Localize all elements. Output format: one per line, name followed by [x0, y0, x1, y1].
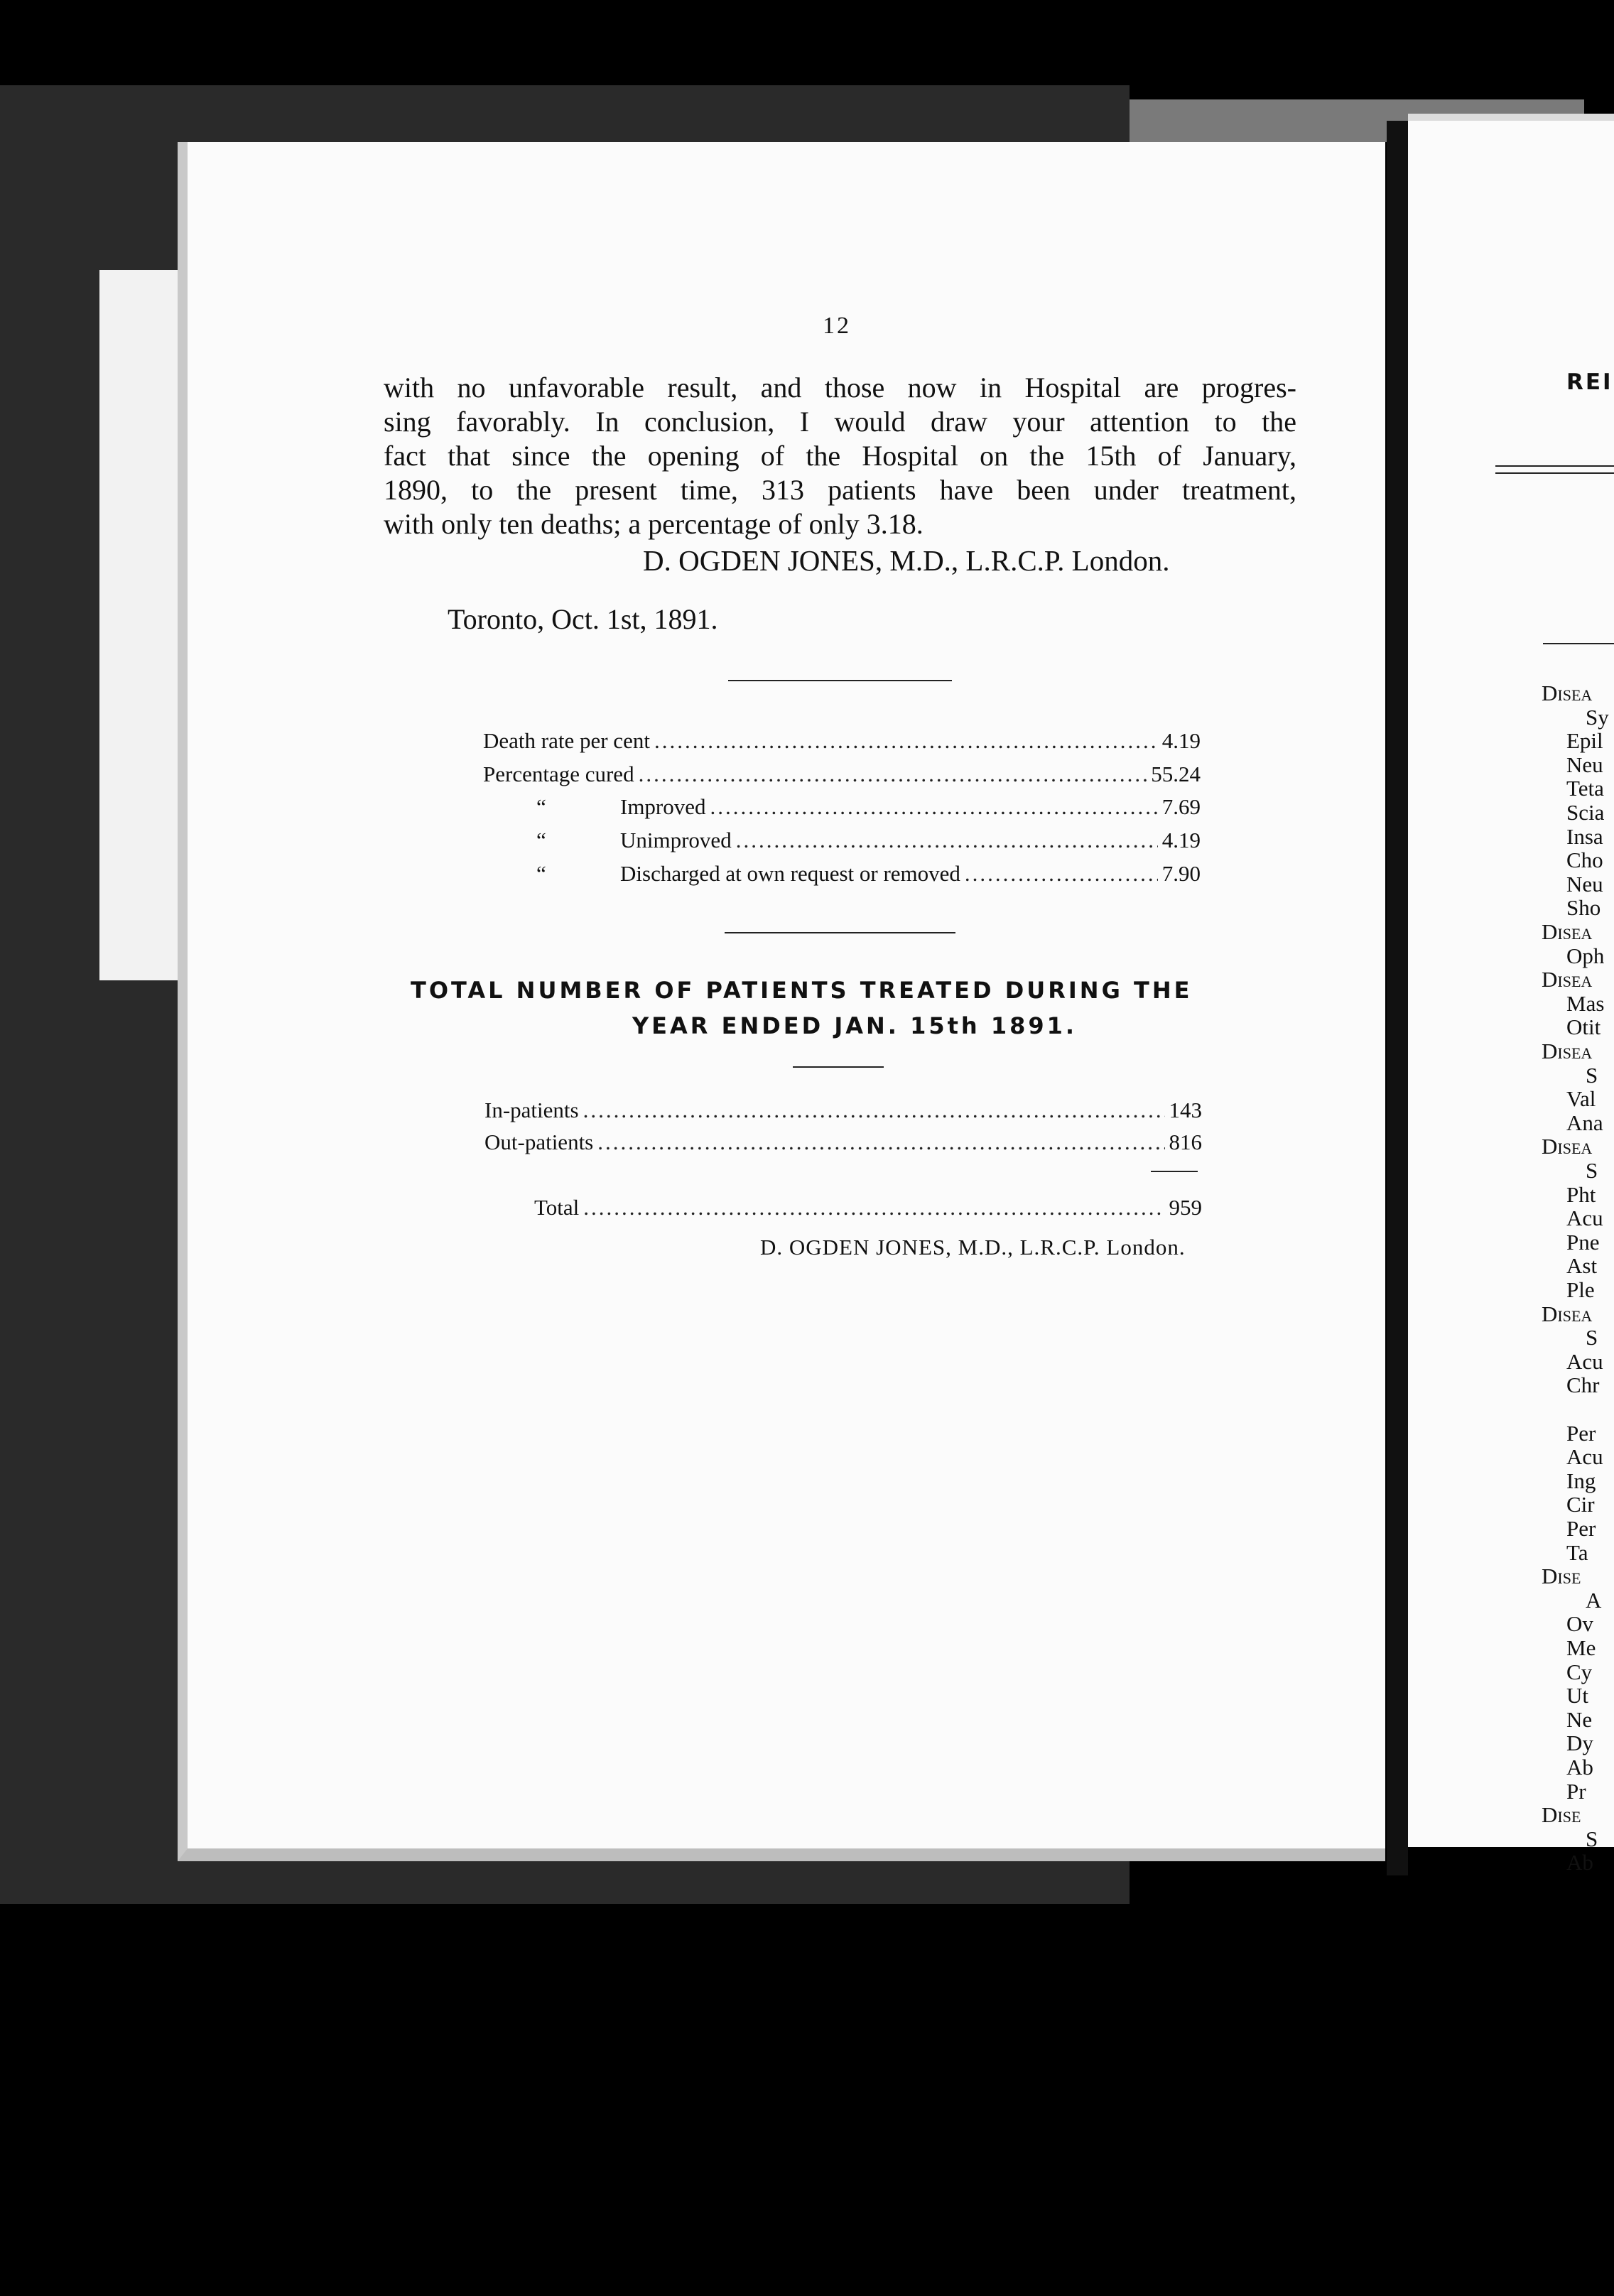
disease-item: Sy — [1586, 705, 1609, 730]
disease-item: Per — [1566, 1516, 1596, 1541]
disease-item: Otit — [1566, 1014, 1601, 1039]
disease-item: Ab — [1566, 1755, 1593, 1780]
disease-category: Dise — [1542, 1802, 1581, 1827]
page-number: 12 — [823, 313, 851, 339]
leader-dots — [965, 861, 1158, 887]
disease-item: Mas — [1566, 991, 1605, 1016]
leader-dots — [583, 1098, 1165, 1123]
disease-category: Disea — [1542, 967, 1593, 992]
paper-tab — [99, 270, 185, 980]
ditto-mark: “ — [536, 861, 546, 886]
grand-total-value: 959 — [1169, 1195, 1202, 1220]
disease-item: Acu — [1566, 1349, 1603, 1374]
disease-item: S — [1586, 1325, 1598, 1350]
stat-value: 7.90 — [1161, 861, 1201, 886]
disease-item: Ast — [1566, 1253, 1598, 1278]
disease-item: Acu — [1566, 1206, 1603, 1230]
disease-item: Acu — [1566, 1444, 1603, 1469]
disease-item: Ne — [1566, 1707, 1593, 1732]
paragraph-line: 1890, to the present time, 313 patients have been under treatment, — [384, 474, 1296, 506]
total-value: 816 — [1169, 1130, 1202, 1154]
totals-heading: YEAR ENDED JAN. 15th 1891. — [632, 1012, 1078, 1039]
disease-item: Neu — [1566, 872, 1603, 897]
disease-item: Oph — [1566, 943, 1605, 968]
disease-item: Cir — [1566, 1492, 1595, 1517]
book-gutter — [1387, 121, 1408, 1875]
double-rule — [1495, 472, 1614, 474]
disease-item: Ple — [1566, 1277, 1595, 1302]
disease-category: Disea — [1542, 1301, 1593, 1326]
heading-underline — [793, 1066, 884, 1068]
total-label: In-patients — [484, 1098, 579, 1122]
disease-item: Chr — [1566, 1372, 1600, 1397]
section-divider — [725, 932, 955, 933]
leader-dots — [597, 1130, 1164, 1155]
disease-item: Ta — [1566, 1540, 1588, 1565]
disease-item: Pr — [1566, 1779, 1586, 1804]
stat-label: Discharged at own request or removed — [620, 861, 960, 886]
disease-item: Ing — [1566, 1468, 1596, 1493]
stat-label: Death rate per cent — [483, 728, 650, 753]
disease-item: Epil — [1566, 728, 1603, 753]
disease-item: Val — [1566, 1086, 1596, 1111]
stat-row — [536, 828, 1201, 853]
disease-category: Disea — [1542, 919, 1593, 944]
disease-category: Disea — [1542, 1134, 1593, 1159]
stat-value: 4.19 — [1161, 728, 1201, 753]
disease-item: Ana — [1566, 1110, 1603, 1135]
disease-item: Cy — [1566, 1659, 1593, 1684]
stat-value: 4.19 — [1161, 828, 1201, 852]
total-row — [484, 1098, 1202, 1123]
total-row — [484, 1130, 1202, 1155]
double-rule — [1495, 465, 1614, 467]
disease-item: Neu — [1566, 752, 1603, 777]
leader-dots — [736, 828, 1158, 853]
stat-row — [483, 762, 1201, 787]
signature: D. OGDEN JONES, M.D., L.R.C.P. London. — [760, 1235, 1186, 1260]
disease-item: Ov — [1566, 1611, 1593, 1636]
totals-heading: TOTAL NUMBER OF PATIENTS TREATED DURING THE — [411, 977, 1193, 1004]
stat-value: 7.69 — [1161, 794, 1201, 819]
disease-item: Scia — [1566, 800, 1605, 825]
disease-item: Me — [1566, 1635, 1596, 1660]
disease-item: Insa — [1566, 824, 1603, 849]
leader-dots — [639, 762, 1147, 787]
right-page-heading: REI — [1566, 369, 1613, 395]
stat-value: 55.24 — [1151, 762, 1201, 786]
disease-item: Per — [1566, 1421, 1596, 1446]
paragraph-line: with no unfavorable result, and those now in Hospital are progres- — [384, 372, 1296, 404]
stat-row — [483, 728, 1201, 754]
total-label: Out-patients — [484, 1130, 594, 1154]
disease-item: Pht — [1566, 1182, 1596, 1207]
leader-dots — [583, 1195, 1164, 1220]
stat-label: Percentage cured — [483, 762, 634, 786]
leader-dots — [710, 794, 1158, 820]
paragraph-line: fact that since the opening of the Hospital on the 15th of January, — [384, 440, 1296, 472]
stat-label: Improved — [620, 794, 706, 819]
divider — [1543, 643, 1614, 644]
place-date: Toronto, Oct. 1st, 1891. — [448, 603, 718, 635]
paragraph-line: with only ten deaths; a percentage of only 3.18. — [384, 508, 924, 540]
section-divider — [728, 680, 952, 681]
stat-row — [536, 794, 1201, 820]
disease-item: Sho — [1566, 895, 1601, 920]
paragraph-line: sing favorably. In conclusion, I would draw your attention to the — [384, 406, 1296, 438]
ditto-mark: “ — [536, 794, 546, 819]
disease-category: Dise — [1542, 1564, 1581, 1588]
total-value: 143 — [1169, 1098, 1202, 1122]
disease-item: Teta — [1566, 776, 1604, 801]
disease-category: Disea — [1542, 1039, 1593, 1063]
disease-item: Cho — [1566, 848, 1603, 872]
disease-item: Dy — [1566, 1731, 1593, 1755]
disease-item: S — [1586, 1063, 1598, 1088]
ditto-mark: “ — [536, 828, 546, 852]
signature: D. OGDEN JONES, M.D., L.R.C.P. London. — [643, 544, 1170, 577]
disease-category: Disea — [1542, 681, 1593, 705]
disease-item: Ab — [1566, 1850, 1593, 1875]
disease-item: Ut — [1566, 1683, 1588, 1708]
grand-total-row — [534, 1195, 1202, 1220]
disease-item: Pne — [1566, 1230, 1600, 1255]
sum-rule — [1151, 1171, 1198, 1172]
disease-item: S — [1586, 1158, 1598, 1183]
leader-dots — [654, 728, 1158, 754]
disease-item: A — [1586, 1588, 1602, 1613]
disease-item: S — [1586, 1826, 1598, 1851]
stat-label: Unimproved — [620, 828, 732, 852]
stat-row — [536, 861, 1201, 887]
grand-total-label: Total — [534, 1195, 580, 1220]
